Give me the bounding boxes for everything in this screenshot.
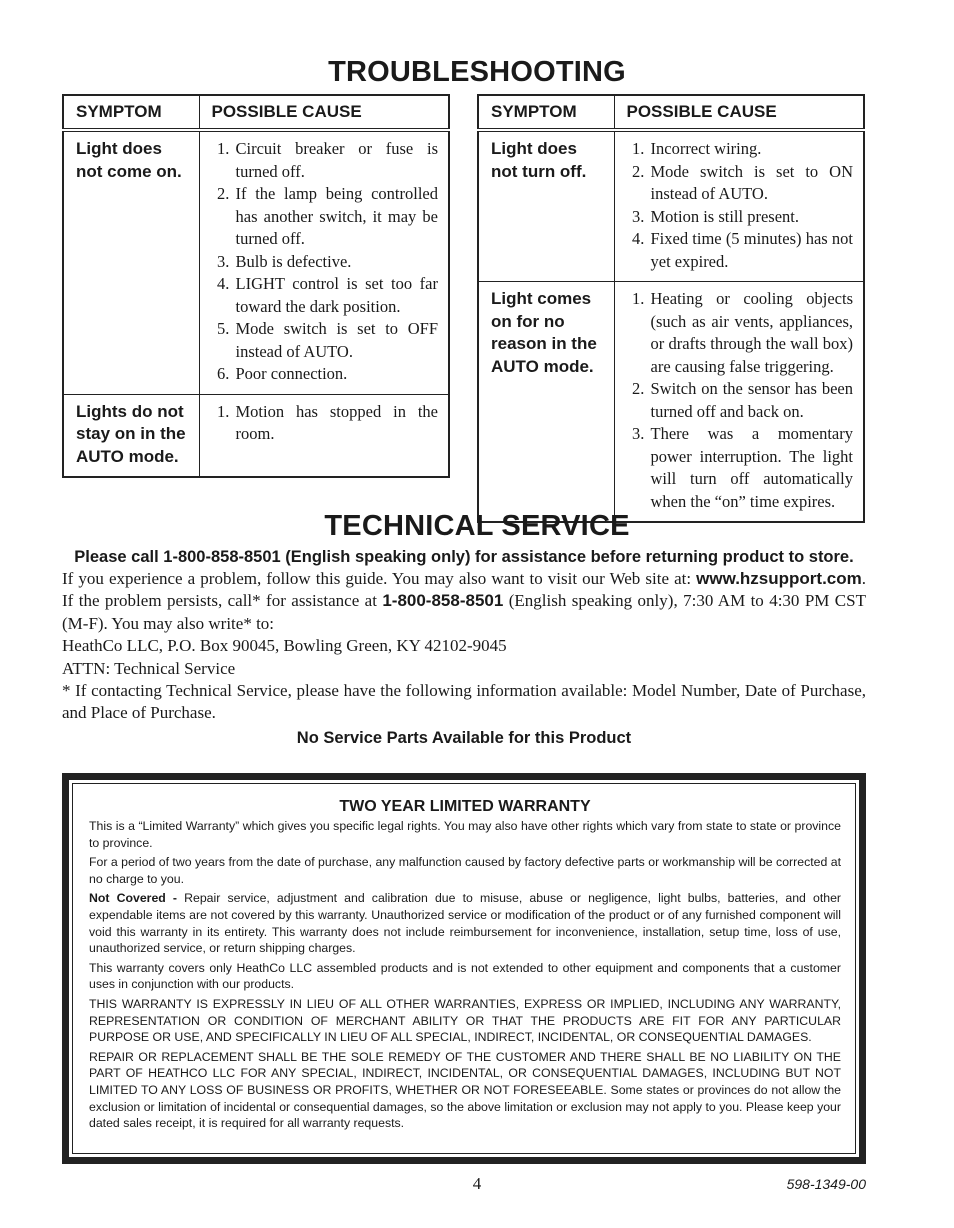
cause-item: 1. Circuit breaker or fuse is turned off. — [234, 138, 439, 183]
attention-line: ATTN: Technical Service — [62, 658, 236, 678]
table-row — [63, 130, 449, 394]
footnote: * If contacting Technical Service, please have the following information available: Model Number, Date of Purchase, and Place of Purchase. — [62, 681, 866, 723]
not-covered-text: Repair service, adjustment and calibration due to misuse, abuse or negligence, light bulbs, batteries, and other expendable items are not covered by this warranty. Unauthorized service or modification of the product or of any furnished component will void this warranty in its entirety. This warranty does not include reimbursement for inconvenience, installation, setup time, loss of use, unauthorized service, or return shipping charges. — [89, 891, 842, 956]
not-covered-label: Not Covered - — [89, 891, 178, 906]
warranty-box — [62, 773, 866, 1164]
cause-item: 2. Mode switch is set to ON instead of AUTO. — [649, 161, 854, 206]
website-link[interactable]: www.hzsupport.com — [696, 569, 862, 588]
warranty-paragraph: This warranty covers only HeathCo LLC assembled products and is not extended to other equipment and components that a customer uses in conjunction with our products. — [89, 960, 841, 992]
cause-item: 3. Motion is still present. — [649, 206, 854, 229]
troubleshooting-title: TROUBLESHOOTING — [328, 56, 626, 88]
cause-item: 1. Motion has stopped in the room. — [234, 401, 439, 446]
cause-list — [212, 138, 439, 386]
cause-item: 2. Switch on the sensor has been turned off and back on. — [649, 378, 854, 423]
warranty-paragraph: This is a “Limited Warranty” which gives you specific legal rights. You may also have other rights which vary from state to state or province to province. — [89, 819, 841, 850]
cause-item: 2. If the lamp being controlled has another switch, it may be turned off. — [234, 183, 439, 251]
cause-list — [212, 401, 439, 446]
call-instruction: Please call 1-800-858-8501 (English speaking only) for assistance before returning product to store. — [74, 548, 854, 566]
cause-list — [627, 138, 854, 273]
no-service-parts-note: No Service Parts Available for this Product — [296, 728, 632, 747]
cause-item: 4. Fixed time (5 minutes) has not yet expired. — [649, 228, 854, 273]
cause-cell — [199, 394, 449, 477]
table-header-row — [478, 95, 864, 130]
document-number: 598-1349-00 — [786, 1176, 866, 1192]
cause-item: 3. There was a momentary power interruption. The light will turn off automatically when the “on” time expires. — [649, 423, 854, 513]
phone-number: 1-800-858-8501 — [382, 591, 504, 611]
cause-item: 6. Poor connection. — [234, 363, 439, 386]
cause-item: 5. Mode switch is set to OFF instead of AUTO. — [234, 318, 439, 363]
cause-cell — [614, 282, 864, 523]
page-number: 4 — [472, 1174, 482, 1193]
cause-item: 1. Incorrect wiring. — [649, 138, 854, 161]
help-text: . If the problem persists, call* for assistance at — [62, 569, 866, 611]
troubleshooting-table-right — [477, 94, 865, 523]
symptom-cell: Light does not turn off. — [478, 130, 614, 282]
cause-cell — [199, 130, 449, 394]
symptom-cell: Lights do not stay on in the AUTO mode. — [63, 394, 199, 477]
cause-cell — [614, 130, 864, 282]
table-header-row — [63, 95, 449, 130]
column-header-cause: POSSIBLE CAUSE — [614, 95, 864, 130]
warranty-paragraph: For a period of two years from the date of purchase, any malfunction caused by factory defective parts or workmanship will be corrected at no charge to you. — [89, 855, 841, 886]
warranty-paragraph: REPAIR OR REPLACEMENT SHALL BE THE SOLE REMEDY OF THE CUSTOMER AND THERE SHALL BE NO LIABILITY ON THE PART OF HEATHCO LLC FOR ANY SPECIAL, INDIRECT, INCIDENTAL, OR CONSEQUENTIAL DAMAGES, INCLUDING BUT NOT LIMITED TO ANY LOSS OF BUSINESS OR PROFITS, WHETHER OR NOT FORESEEABLE. Some states or provinces do not allow the exclusion or limitation of incidental or consequential damages, so the above limitation or exclusion may not apply to you. Please keep your dated sales receipt, it is required for all warranty requests. — [89, 1049, 841, 1131]
cause-item: 4. LIGHT control is set too far toward the dark position. — [234, 273, 439, 318]
warranty-title: TWO YEAR LIMITED WARRANTY — [339, 798, 591, 815]
cause-list — [627, 288, 854, 513]
column-header-symptom: SYMPTOM — [478, 95, 614, 130]
warranty-paragraph: THIS WARRANTY IS EXPRESSLY IN LIEU OF ALL OTHER WARRANTIES, EXPRESS OR IMPLIED, INCLUDING ANY WARRANTY, REPRESENTATION OR CONDITION OF MERCHANT ABILITY OR THAT THE PRODUCTS ARE FIT FOR ANY PARTICULAR PURPOSE OR USE, AND SPECIFICALLY IN LIEU OF ALL SPECIAL, INDIRECT, INCIDENTAL, OR CONSEQUENTIAL DAMAGES. — [89, 996, 841, 1045]
technical-service-section — [62, 546, 866, 748]
warranty-inner-border — [72, 783, 856, 1154]
cause-item: 1. Heating or cooling objects (such as air vents, appliances, or drafts through the wall box) are causing false triggering. — [649, 288, 854, 378]
symptom-cell: Light does not come on. — [63, 130, 199, 394]
column-header-cause: POSSIBLE CAUSE — [199, 95, 449, 130]
symptom-cell: Light comes on for no reason in the AUTO mode. — [478, 282, 614, 523]
cause-item: 3. Bulb is defective. — [234, 251, 439, 274]
help-text: (English speaking only), 7:30 AM to 4:30 PM CST (M-F). You may also write* to: — [62, 591, 866, 633]
warranty-paragraph — [89, 890, 841, 956]
table-row — [478, 282, 864, 523]
mailing-address: HeathCo LLC, P.O. Box 90045, Bowling Green, KY 42102-9045 — [62, 636, 507, 656]
help-text: If you experience a problem, follow this guide. You may also want to visit our Web site at: — [62, 569, 697, 588]
troubleshooting-table-left — [62, 94, 450, 478]
help-paragraph — [62, 568, 866, 635]
technical-service-title: TECHNICAL SERVICE — [324, 510, 630, 542]
table-row — [478, 130, 864, 282]
table-row — [63, 394, 449, 477]
column-header-symptom: SYMPTOM — [63, 95, 199, 130]
